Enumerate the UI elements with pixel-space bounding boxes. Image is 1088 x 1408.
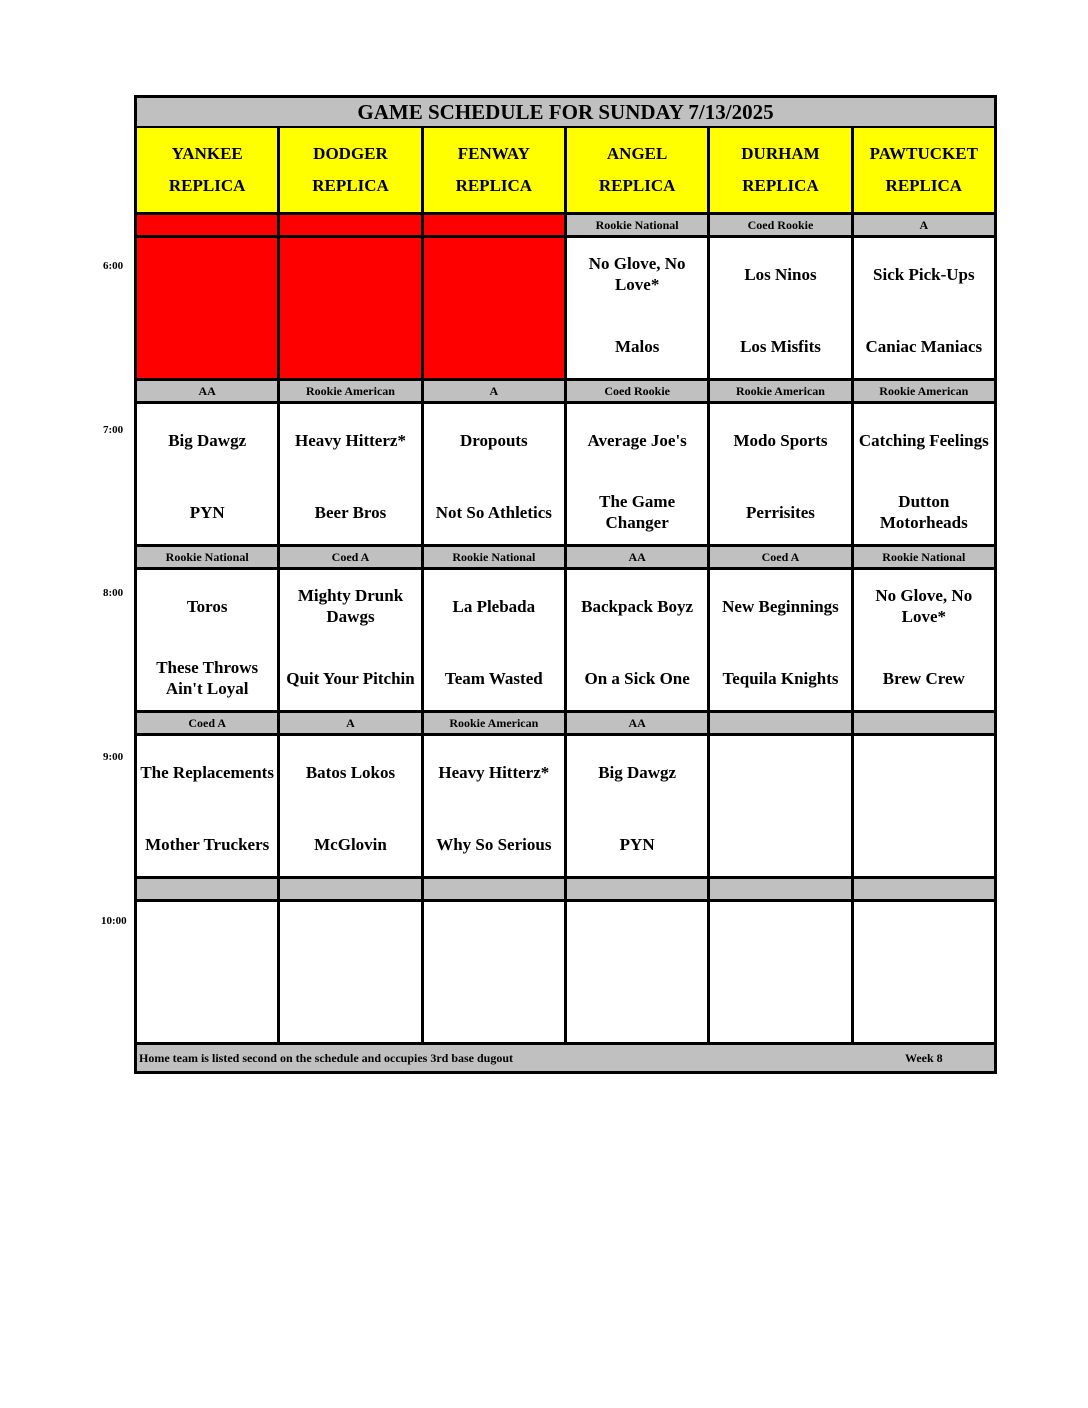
game-cell xyxy=(567,570,710,710)
home-team xyxy=(854,822,994,866)
away-team: Dropouts xyxy=(459,430,528,450)
away-team xyxy=(137,916,277,960)
unavailable-cell xyxy=(280,238,423,378)
away-team: Los Ninos xyxy=(744,264,817,284)
field-header xyxy=(854,128,994,212)
away-team: Big Dawgz xyxy=(168,430,247,450)
division-label xyxy=(854,713,994,733)
away-team: Catching Feelings xyxy=(858,430,989,450)
home-team xyxy=(710,822,850,866)
game-cell xyxy=(424,404,567,544)
field-type: REPLICA xyxy=(885,176,963,195)
home-team xyxy=(710,988,850,1032)
schedule-title: GAME SCHEDULE FOR SUNDAY 7/13/2025 xyxy=(137,98,994,128)
field-name: PAWTUCKET xyxy=(869,144,978,163)
game-cell xyxy=(424,902,567,1042)
field-type: REPLICA xyxy=(168,176,246,195)
home-team xyxy=(424,988,564,1032)
away-team: Sick Pick-Ups xyxy=(873,264,975,284)
division-label xyxy=(424,215,567,235)
division-label: Rookie American xyxy=(879,384,969,398)
game-cell xyxy=(567,902,710,1042)
field-name: DODGER xyxy=(313,144,388,163)
game-cell xyxy=(280,902,423,1042)
game-cell xyxy=(137,902,280,1042)
away-team xyxy=(280,916,420,960)
game-cell xyxy=(280,570,423,710)
home-team: The Game Changer xyxy=(599,492,676,532)
division-label xyxy=(280,215,423,235)
home-team: PYN xyxy=(189,502,225,522)
field-header xyxy=(567,128,710,212)
division-label: A xyxy=(424,381,567,401)
game-cell xyxy=(710,736,853,876)
field-type: REPLICA xyxy=(455,176,533,195)
away-team: Backpack Boyz xyxy=(581,596,694,616)
division-label: AA xyxy=(567,713,710,733)
game-cell xyxy=(710,238,853,378)
division-label: Coed A xyxy=(137,713,280,733)
home-team-note: Home team is listed second on the schedule and occupies 3rd base dugout xyxy=(139,1051,514,1065)
division-label xyxy=(854,879,994,899)
home-team: PYN xyxy=(619,834,655,854)
field-name: ANGEL xyxy=(606,144,668,163)
unavailable-cell xyxy=(137,238,280,378)
away-team xyxy=(854,916,994,960)
division-label: Rookie National xyxy=(137,547,280,567)
game-slot-row xyxy=(137,238,994,381)
division-label: Coed Rookie xyxy=(567,381,710,401)
away-team: Mighty Drunk Dawgs xyxy=(297,586,404,626)
game-cell xyxy=(137,736,280,876)
game-slot-row xyxy=(137,404,994,547)
division-label xyxy=(424,879,567,899)
game-cell xyxy=(280,736,423,876)
unavailable-cell xyxy=(424,238,567,378)
home-team: Dutton Motorheads xyxy=(879,492,968,532)
home-team: Mother Truckers xyxy=(145,834,270,854)
home-team: Why So Serious xyxy=(436,834,552,854)
time-label-8: 8:00 xyxy=(103,587,124,599)
game-cell xyxy=(424,736,567,876)
game-cell xyxy=(280,404,423,544)
game-slot-row xyxy=(137,902,994,1045)
game-cell xyxy=(854,238,994,378)
schedule-table xyxy=(134,95,997,1074)
time-label-6: 6:00 xyxy=(103,260,124,272)
division-row xyxy=(137,381,994,404)
game-slot-row xyxy=(137,736,994,879)
division-label: Rookie National xyxy=(424,547,567,567)
game-cell xyxy=(710,404,853,544)
division-row xyxy=(137,215,994,238)
field-header xyxy=(280,128,423,212)
home-team: Perrisites xyxy=(746,502,815,522)
division-label xyxy=(137,879,280,899)
home-team: Brew Crew xyxy=(882,668,965,688)
division-label: Coed A xyxy=(710,547,853,567)
field-type: REPLICA xyxy=(312,176,389,195)
field-header-row xyxy=(137,128,994,215)
home-team xyxy=(137,988,277,1032)
week-label: Week 8 xyxy=(905,1051,943,1065)
schedule-footer xyxy=(137,1045,994,1071)
field-name: FENWAY xyxy=(457,144,530,163)
division-label: AA xyxy=(567,547,710,567)
time-label-10: 10:00 xyxy=(101,915,127,927)
time-column xyxy=(0,0,134,1100)
game-cell xyxy=(854,570,994,710)
division-label: AA xyxy=(137,381,280,401)
home-team xyxy=(854,988,994,1032)
away-team: Heavy Hitterz* xyxy=(295,430,406,450)
time-label-7: 7:00 xyxy=(103,424,124,436)
game-slot-row xyxy=(137,570,994,713)
division-row xyxy=(137,879,994,902)
division-row xyxy=(137,713,994,736)
away-team xyxy=(424,916,564,960)
field-header xyxy=(137,128,280,212)
division-label: Rookie National xyxy=(882,550,966,564)
division-label xyxy=(280,879,423,899)
time-label-9: 9:00 xyxy=(103,751,124,763)
game-cell xyxy=(567,238,710,378)
field-name: DURHAM xyxy=(741,144,820,163)
game-cell xyxy=(854,736,994,876)
field-name: YANKEE xyxy=(171,144,243,163)
home-team: On a Sick One xyxy=(584,668,690,688)
division-label: Rookie American xyxy=(280,381,423,401)
division-label xyxy=(567,879,710,899)
away-team: Modo Sports xyxy=(733,430,828,450)
division-label: Coed Rookie xyxy=(710,215,853,235)
away-team xyxy=(854,750,994,794)
home-team: Beer Bros xyxy=(314,502,387,522)
home-team: McGlovin xyxy=(314,834,387,854)
away-team: Toros xyxy=(186,596,228,616)
game-cell xyxy=(854,404,994,544)
home-team: Not So Athletics xyxy=(435,502,552,522)
division-label: Coed A xyxy=(280,547,423,567)
division-label: Rookie American xyxy=(710,381,853,401)
game-cell xyxy=(137,570,280,710)
division-label: Rookie National xyxy=(567,215,710,235)
home-team: Los Misfits xyxy=(740,336,821,356)
field-header xyxy=(424,128,567,212)
game-cell xyxy=(710,570,853,710)
away-team: Big Dawgz xyxy=(598,762,677,782)
home-team: Tequila Knights xyxy=(722,668,839,688)
away-team: Average Joe's xyxy=(587,430,687,450)
division-label xyxy=(710,879,853,899)
game-cell xyxy=(424,570,567,710)
division-label: Rookie American xyxy=(424,713,567,733)
away-team: New Beginnings xyxy=(722,596,839,616)
away-team xyxy=(710,750,850,794)
game-cell xyxy=(567,404,710,544)
away-team: Heavy Hitterz* xyxy=(438,762,550,782)
away-team: Batos Lokos xyxy=(305,762,396,782)
home-team: Quit Your Pitchin xyxy=(286,668,415,688)
game-cell xyxy=(137,404,280,544)
field-header xyxy=(710,128,853,212)
home-team: Team Wasted xyxy=(444,668,543,688)
division-label: A xyxy=(919,218,929,232)
game-cell xyxy=(567,736,710,876)
away-team: La Plebada xyxy=(452,596,536,616)
division-label: A xyxy=(280,713,423,733)
home-team: Caniac Maniacs xyxy=(865,336,983,356)
field-type: REPLICA xyxy=(598,176,676,195)
away-team xyxy=(567,916,707,960)
game-cell xyxy=(854,902,994,1042)
away-team: No Glove, No Love* xyxy=(875,586,973,626)
home-team: These Throws Ain't Loyal xyxy=(156,658,259,698)
division-label xyxy=(137,215,280,235)
home-team xyxy=(567,988,707,1032)
game-cell xyxy=(710,902,853,1042)
away-team: No Glove, No Love* xyxy=(588,254,686,294)
division-row xyxy=(137,547,994,570)
away-team xyxy=(710,916,850,960)
away-team: The Replacements xyxy=(140,762,274,782)
division-label xyxy=(710,713,853,733)
field-type: REPLICA xyxy=(742,176,819,195)
home-team: Malos xyxy=(614,336,660,356)
home-team xyxy=(280,988,420,1032)
